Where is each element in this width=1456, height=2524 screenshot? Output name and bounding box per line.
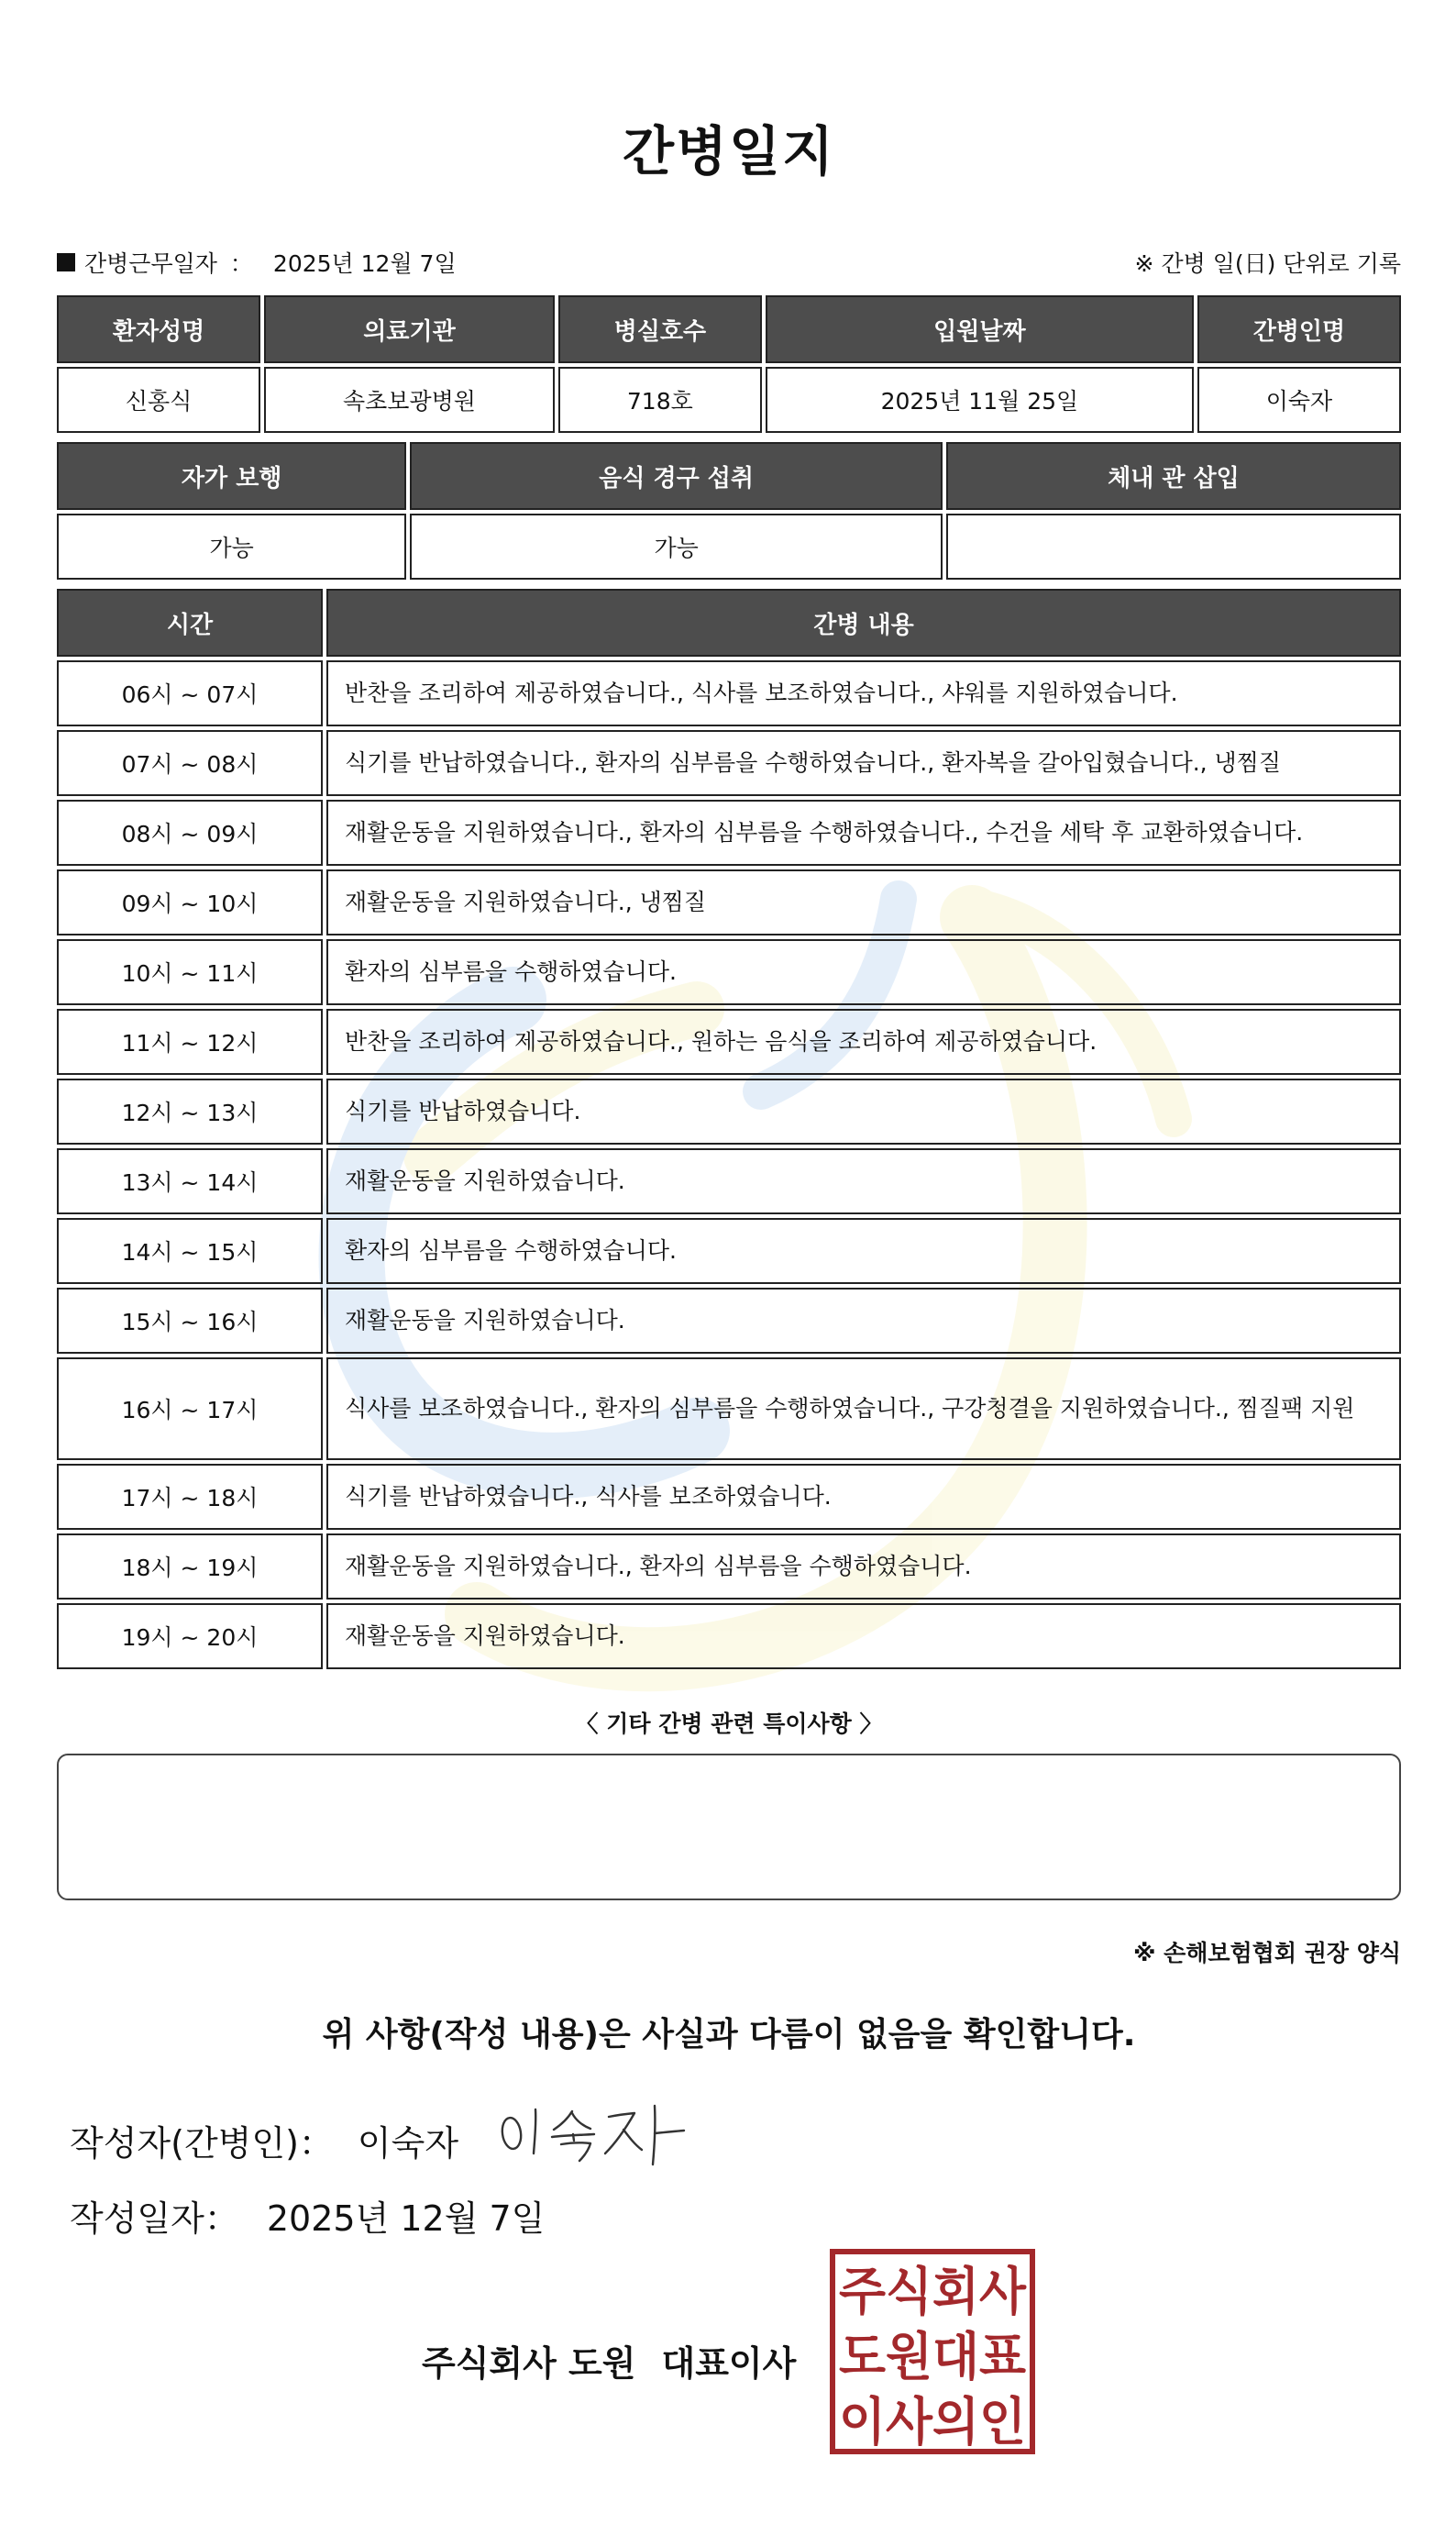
table-row (57, 1533, 1401, 1600)
table-row (57, 1288, 1401, 1354)
row-time: 19시 ~ 20시 (57, 1603, 323, 1669)
header-room: 병실호수 (558, 295, 762, 363)
patient-name: 신홍식 (57, 367, 260, 433)
work-date (57, 246, 457, 279)
company-seal-icon (830, 2249, 1035, 2454)
row-time: 14시 ~ 15시 (57, 1218, 323, 1284)
document-title: 간병일지 (622, 120, 836, 183)
write-date-line (70, 2190, 545, 2241)
row-content: 식기를 반납하였습니다., 환자의 심부름을 수행하였습니다., 환자복을 갈아입혔습니다., 냉찜질 (326, 730, 1401, 796)
patient-status-table (53, 438, 1405, 583)
care-log-document (57, 0, 1401, 2524)
company-signature-line (422, 2335, 796, 2386)
room-number: 718호 (558, 367, 762, 433)
row-content: 재활운동을 지원하였습니다. (326, 1148, 1401, 1214)
patient-info-table (53, 292, 1405, 437)
row-time: 10시 ~ 11시 (57, 939, 323, 1005)
row-time: 18시 ~ 19시 (57, 1533, 323, 1600)
row-content: 식기를 반납하였습니다. (326, 1079, 1401, 1145)
seal-line-3: 이사의인 (839, 2393, 1026, 2452)
table-row (57, 1148, 1401, 1214)
seal-line-2: 도원대표 (839, 2328, 1026, 2387)
caregiver-name: 이숙자 (1197, 367, 1401, 433)
row-content: 반찬을 조리하여 제공하였습니다., 식사를 보조하였습니다., 샤워를 지원하였습니다. (326, 660, 1401, 726)
care-log-table (53, 585, 1405, 1673)
row-time: 17시 ~ 18시 (57, 1464, 323, 1530)
table-row (57, 1009, 1401, 1075)
row-content: 재활운동을 지원하였습니다., 냉찜질 (326, 869, 1401, 935)
company-representative-title: 대표이사 (661, 2343, 797, 2384)
work-date-colon: ： (229, 250, 253, 277)
header-patient-name: 환자성명 (57, 295, 260, 363)
header-caregiver-name: 간병인명 (1197, 295, 1401, 363)
writer-name: 이숙자 (357, 2123, 459, 2164)
square-bullet-icon (57, 253, 75, 271)
row-time: 16시 ~ 17시 (57, 1357, 323, 1460)
row-content: 식사를 보조하였습니다., 환자의 심부름을 수행하였습니다., 구강청결을 지원하였습니다., 찜질팩 지원 (326, 1357, 1401, 1460)
write-date-label: 작성일자： (70, 2198, 239, 2239)
work-date-label: 간병근무일자 (84, 250, 217, 277)
table-row (57, 1218, 1401, 1284)
remarks-title: 〈 기타 간병 관련 특이사항 〉 (575, 1710, 883, 1737)
header-time: 시간 (57, 589, 323, 657)
table-row (57, 1603, 1401, 1669)
header-hospital: 의료기관 (264, 295, 555, 363)
row-content: 재활운동을 지원하였습니다., 환자의 심부름을 수행하였습니다. (326, 1533, 1401, 1600)
row-time: 09시 ~ 10시 (57, 869, 323, 935)
row-content: 환자의 심부름을 수행하였습니다. (326, 939, 1401, 1005)
hospital-name: 속초보광병원 (264, 367, 555, 433)
table-row (57, 939, 1401, 1005)
table-row (57, 730, 1401, 796)
confirmation-statement: 위 사항(작성 내용)은 사실과 다름이 없음을 확인합니다. (322, 2016, 1136, 2054)
table-row (57, 1079, 1401, 1145)
unit-note: ※ 간병 일(日) 단위로 기록 (1134, 250, 1401, 277)
writer-label: 작성자(간병인)： (70, 2123, 334, 2164)
table-row (57, 1357, 1401, 1460)
row-time: 13시 ~ 14시 (57, 1148, 323, 1214)
admission-date: 2025년 11월 25일 (766, 367, 1194, 433)
table-row (57, 1464, 1401, 1530)
work-date-value: 2025년 12월 7일 (272, 250, 457, 277)
table-row (57, 800, 1401, 866)
write-date-value: 2025년 12월 7일 (266, 2198, 546, 2239)
row-content: 식기를 반납하였습니다., 식사를 보조하였습니다. (326, 1464, 1401, 1530)
row-content: 반찬을 조리하여 제공하였습니다., 원하는 음식을 조리하여 제공하였습니다. (326, 1009, 1401, 1075)
header-oral-intake: 음식 경구 섭취 (410, 442, 943, 510)
row-content: 재활운동을 지원하였습니다. (326, 1288, 1401, 1354)
header-admission-date: 입원날짜 (766, 295, 1194, 363)
row-time: 12시 ~ 13시 (57, 1079, 323, 1145)
handwritten-signature (488, 2097, 708, 2170)
header-tube-insertion: 체내 관 삽입 (946, 442, 1401, 510)
tube-insertion-value (946, 514, 1401, 580)
row-time: 07시 ~ 08시 (57, 730, 323, 796)
seal-line-1: 주식회사 (839, 2263, 1027, 2322)
self-walking-value: 가능 (57, 514, 406, 580)
row-time: 15시 ~ 16시 (57, 1288, 323, 1354)
row-content: 재활운동을 지원하였습니다. (326, 1603, 1401, 1669)
row-time: 06시 ~ 07시 (57, 660, 323, 726)
table-row (57, 660, 1401, 726)
header-care-content: 간병 내용 (326, 589, 1401, 657)
row-time: 11시 ~ 12시 (57, 1009, 323, 1075)
remarks-box (57, 1754, 1401, 1900)
row-content: 환자의 심부름을 수행하였습니다. (326, 1218, 1401, 1284)
row-content: 재활운동을 지원하였습니다., 환자의 심부름을 수행하였습니다., 수건을 세탁 후 교환하였습니다. (326, 800, 1401, 866)
table-row (57, 869, 1401, 935)
recommend-note: ※ 손해보험협회 권장 양식 (1133, 1940, 1401, 1966)
writer-line (70, 2115, 458, 2165)
header-self-walking: 자가 보행 (57, 442, 406, 510)
row-time: 08시 ~ 09시 (57, 800, 323, 866)
oral-intake-value: 가능 (410, 514, 943, 580)
company-name: 주식회사 도원 (422, 2343, 636, 2384)
